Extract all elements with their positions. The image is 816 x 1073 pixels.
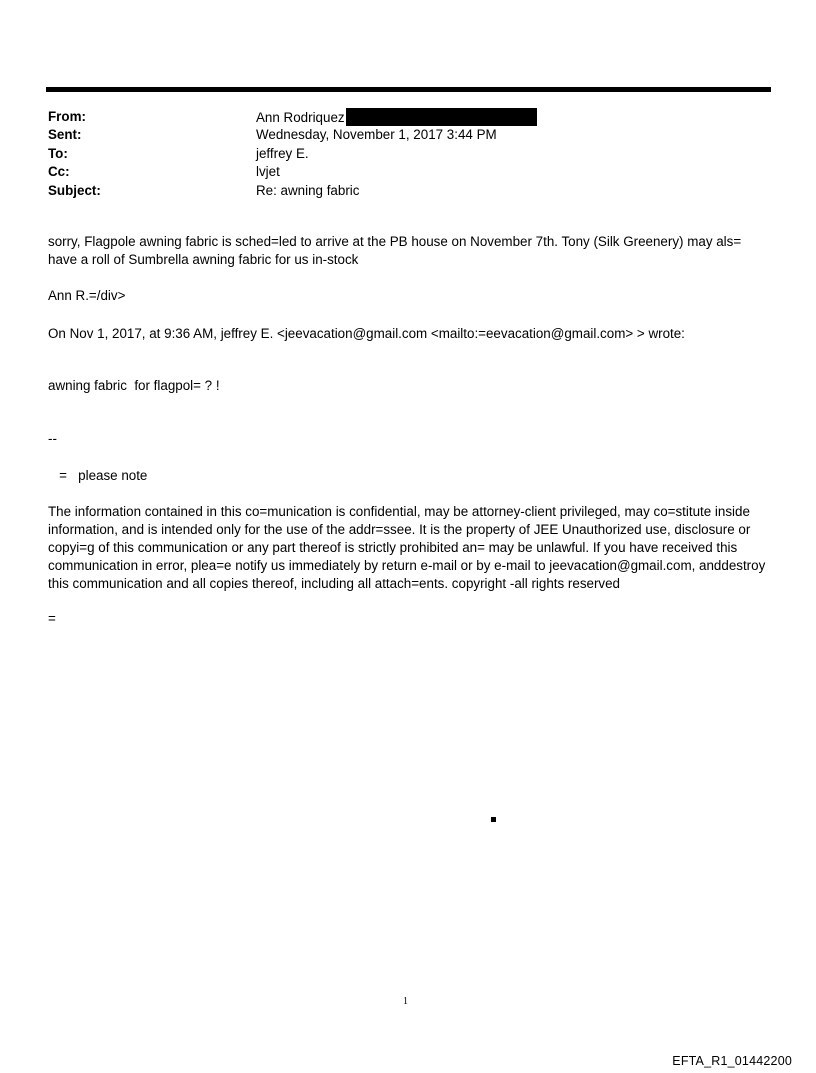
separator: -- xyxy=(48,431,57,446)
from-row xyxy=(48,108,768,126)
cc-label: Cc: xyxy=(48,164,70,180)
cc-row xyxy=(48,163,768,181)
quoted-message: awning fabric for flagpol= ? ! xyxy=(48,378,220,393)
redaction-bar xyxy=(346,108,537,126)
to-label: To: xyxy=(48,145,68,161)
from-value: Ann Rodriquez xyxy=(256,110,345,125)
page-number: 1 xyxy=(403,996,408,1007)
document-id: EFTA_R1_01442200 xyxy=(672,1054,792,1068)
header-rule xyxy=(46,87,771,92)
signature: Ann R.=/div> xyxy=(48,288,126,303)
stray-mark xyxy=(491,817,496,822)
to-value: jeffrey E. xyxy=(256,145,309,161)
email-header xyxy=(48,108,768,200)
cc-value: lvjet xyxy=(256,164,280,180)
from-value-wrap xyxy=(256,108,537,127)
sent-row xyxy=(48,126,768,144)
to-row xyxy=(48,145,768,163)
from-label: From: xyxy=(48,109,86,124)
subject-row xyxy=(48,182,768,200)
disclaimer: The information contained in this co=munication is confidential, may be attorney-client privileged, may co=stitute inside information, and is intended only for the use of the addr=ssee. It is the property of JEE Unauthorized use, disclosure or copyi=g of this communication or any part thereof is strictly prohibited an= may be unlawful. If you have received this communication in error, plea=e notify us immediately by return e-mail or by e-mail to jeevacation@gmail.com, anddestroy this communication and all copies thereof, including all attach=ents. copyright -all rights reserved xyxy=(48,504,766,591)
sent-label: Sent: xyxy=(48,127,82,143)
trailing-char: = xyxy=(48,611,56,626)
body-paragraph: sorry, Flagpole awning fabric is sched=led to arrive at the PB house on November 7th. Tony (Silk Greenery) may als= have a roll of Sumbrella awning fabric for us in-stock xyxy=(48,234,742,267)
sent-value: Wednesday, November 1, 2017 3:44 PM xyxy=(256,127,497,143)
quoted-intro: On Nov 1, 2017, at 9:36 AM, jeffrey E. <jeevacation@gmail.com <mailto:=eevacation@gmail.com> > wrote: xyxy=(48,326,685,341)
note-line: = please note xyxy=(48,468,148,483)
subject-value: Re: awning fabric xyxy=(256,182,360,198)
subject-label: Subject: xyxy=(48,182,101,198)
